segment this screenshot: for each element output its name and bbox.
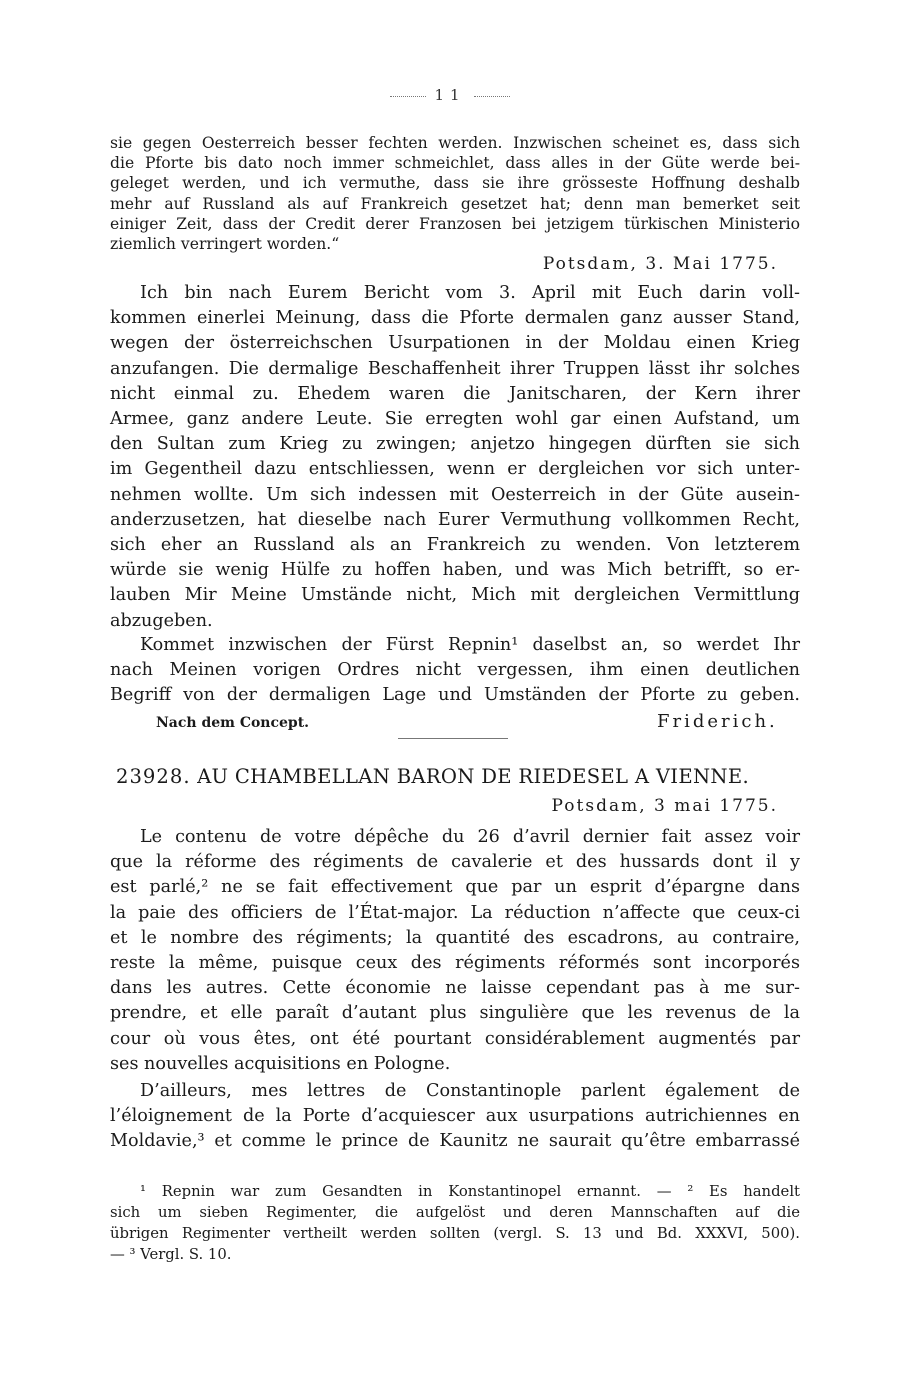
- footnote-line: — ³ Vergl. S. 10.: [110, 1246, 232, 1263]
- text-line: im Gegentheil dazu entschliessen, wenn er dergleichen vor sich unter-: [110, 459, 800, 480]
- quoted-passage: [110, 133, 800, 254]
- text-line: l’éloignement de la Porte d’acquiescer aux usurpations autrichiennes en: [110, 1106, 800, 1127]
- text-line: ses nouvelles acquisitions en Pologne.: [110, 1053, 451, 1074]
- paragraph: [110, 1079, 800, 1155]
- text-line: Ich bin nach Eurem Bericht vom 3. April mit Euch darin voll-: [140, 283, 800, 303]
- text-line: sich eher an Russland als an Frankreich zu wenden. Von letzterem: [110, 535, 800, 556]
- text-line: Moldavie,³ et comme le prince de Kaunitz ne saurait qu’être embarrassé: [110, 1131, 800, 1152]
- text-line: würde sie wenig Hülfe zu hoffen haben, und was Mich betrifft, so er-: [110, 560, 800, 581]
- header-rule-right: [474, 96, 510, 97]
- text-line: geleget werden, und ich vermuthe, dass sie ihre grösseste Hoffnung deshalb: [110, 174, 800, 193]
- text-line: mehr auf Russland als auf Frankreich gesetzet hat; denn man bemerket seit: [110, 194, 800, 213]
- text-line: nehmen wollte. Um sich indessen mit Oesterreich in der Güte ausein-: [110, 484, 800, 505]
- footnote-line: sich um sieben Regimenter, die aufgelöst und deren Mannschaften auf die: [110, 1204, 800, 1221]
- text-line: Begriff von der dermaligen Lage und Umständen der Pforte zu geben.: [110, 685, 800, 706]
- text-line: einiger Zeit, dass der Credit derer Franzosen bei jetzigem türkischen Ministerio: [110, 214, 800, 233]
- text-line: sie gegen Oesterreich besser fechten werden. Inzwischen scheinet es, dass sich: [110, 134, 800, 152]
- footnotes: [110, 1181, 800, 1265]
- text-line: la paie des officiers de l’État-major. La réduction n’affecte que ceux-ci: [110, 902, 800, 923]
- place-date: Potsdam, 3 mai 1775.: [551, 796, 778, 816]
- text-line: dans les autres. Cette économie ne laisse cependant pas à me sur-: [110, 978, 800, 999]
- text-line: Kommet inzwischen der Fürst Repnin¹ daselbst an, so werdet Ihr: [140, 635, 800, 655]
- paragraph: [110, 825, 800, 1077]
- text-line: lauben Mir Meine Umstände nicht, Mich mit dergleichen Vermittlung: [110, 585, 800, 606]
- source-note: Nach dem Concept.: [156, 715, 310, 731]
- page-number: 11: [434, 86, 466, 104]
- footnote-line: ¹ Repnin war zum Gesandten in Konstantinopel ernannt. — ² Es handelt: [140, 1183, 800, 1200]
- text-line: die Pforte bis dato noch immer schmeichlet, dass alles in der Güte werde bei-: [110, 154, 800, 173]
- text-line: est parlé,² ne se fait effectivement que par un esprit d’épargne dans: [110, 877, 800, 898]
- text-line: anzufangen. Die dermalige Beschaffenheit ihrer Truppen lässt ihr solches: [110, 358, 800, 379]
- text-line: Le contenu de votre dépêche du 26 d’avril dernier fait assez voir: [140, 827, 800, 847]
- paragraph: [110, 281, 800, 634]
- letter-number: 23928.: [116, 765, 191, 788]
- text-line: wegen der österreichschen Usurpationen in der Moldau einen Krieg: [110, 333, 800, 354]
- text-line: ziemlich verringert worden.“: [110, 235, 340, 254]
- letter-heading: [116, 765, 749, 788]
- text-line: D’ailleurs, mes lettres de Constantinople parlent également de: [140, 1081, 800, 1101]
- signature: Friderich.: [657, 711, 778, 732]
- page-header: [0, 86, 900, 104]
- header-rule-left: [390, 96, 426, 97]
- text-line: abzugeben.: [110, 610, 213, 631]
- text-line: et le nombre des régiments; la quantité des escadrons, au contraire,: [110, 927, 800, 948]
- paragraph: [110, 633, 800, 709]
- text-line: nicht einmal zu. Ehedem waren die Janitscharen, der Kern ihrer: [110, 383, 800, 404]
- text-line: reste la même, puisque ceux des régiments réformés sont incorporés: [110, 953, 800, 974]
- letter-title: AU CHAMBELLAN BARON DE RIEDESEL A VIENNE.: [197, 765, 749, 788]
- section-divider: [398, 738, 508, 739]
- text-line: cour où vous êtes, ont été pourtant considérablement augmentés par: [110, 1028, 800, 1049]
- text-line: anderzusetzen, hat dieselbe nach Eurer Vermuthung vollkommen Recht,: [110, 509, 800, 530]
- text-line: prendre, et elle paraît d’autant plus singulière que les revenus de la: [110, 1003, 800, 1024]
- text-line: Armee, ganz andere Leute. Sie erregten wohl gar einen Aufstand, um: [110, 409, 800, 430]
- text-line: nach Meinen vorigen Ordres nicht vergessen, ihm einen deutlichen: [110, 660, 800, 681]
- place-date: Potsdam, 3. Mai 1775.: [542, 254, 778, 274]
- text-line: que la réforme des régiments de cavalerie et des hussards dont il y: [110, 852, 800, 873]
- footnote-line: übrigen Regimenter vertheilt werden sollten (vergl. S. 13 und Bd. XXXVI, 500).: [110, 1225, 800, 1242]
- text-line: den Sultan zum Krieg zu zwingen; anjetzo hingegen dürften sie sich: [110, 434, 800, 455]
- text-line: kommen einerlei Meinung, dass die Pforte dermalen ganz ausser Stand,: [110, 308, 800, 329]
